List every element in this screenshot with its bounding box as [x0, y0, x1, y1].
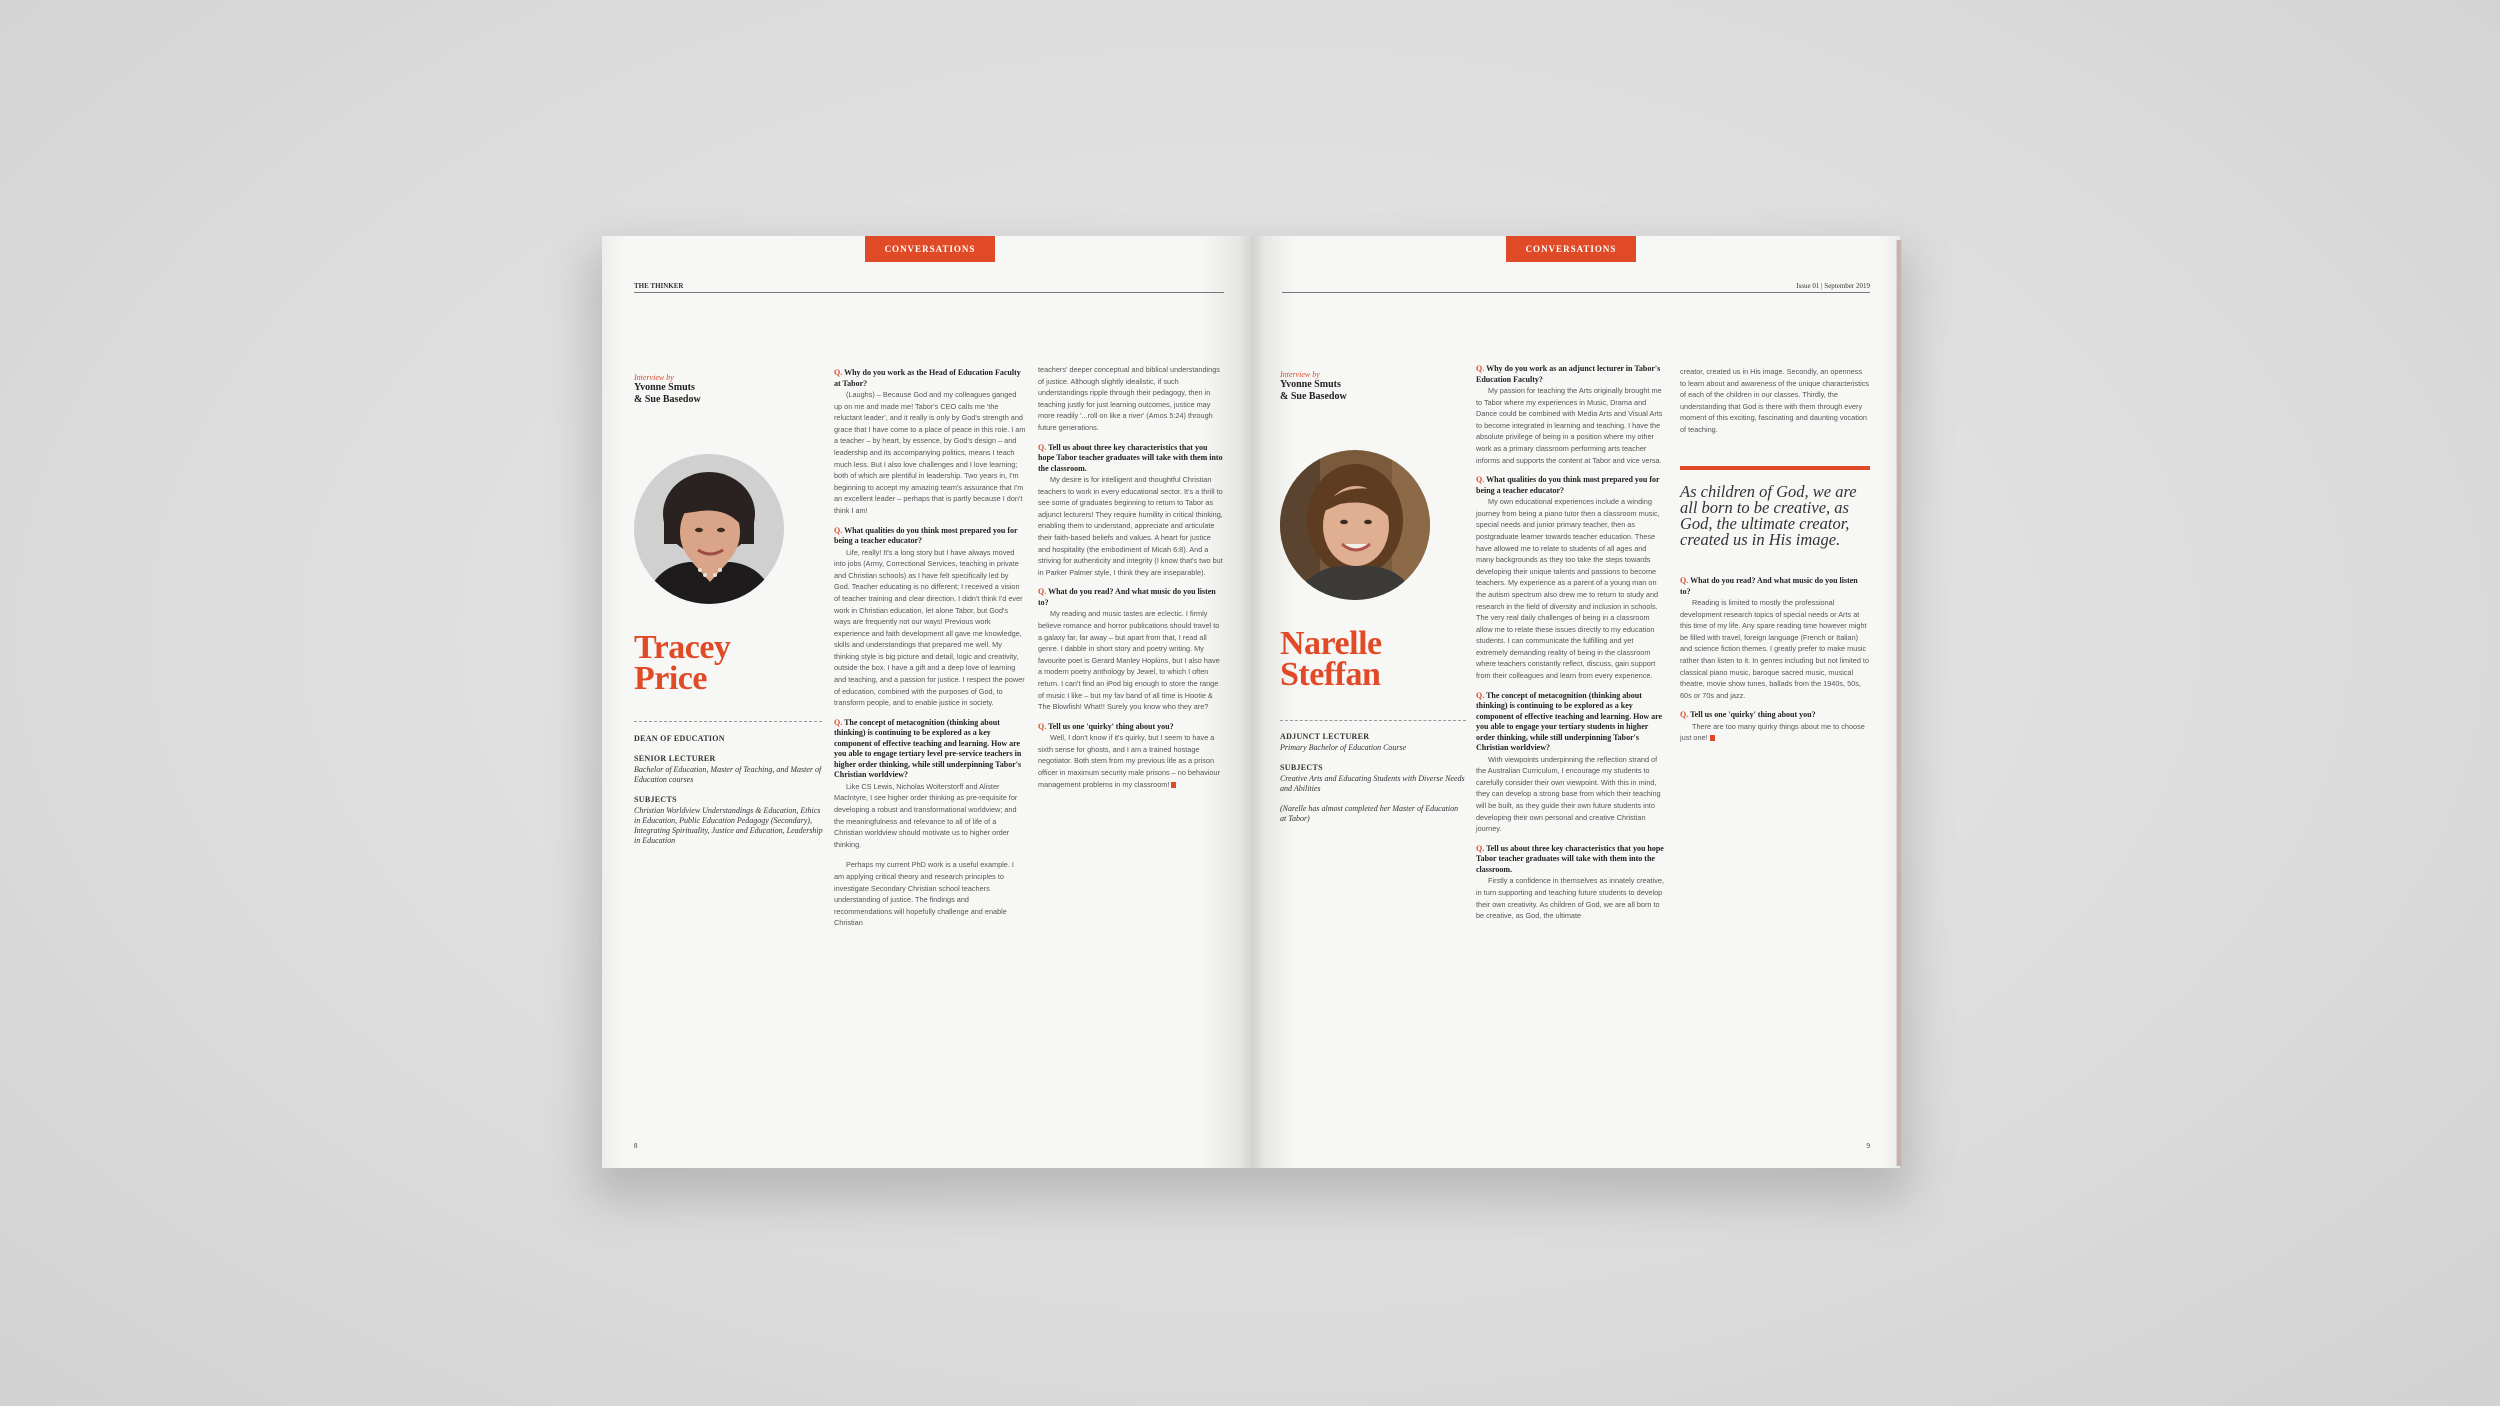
question-text: The concept of metacognition (thinking about thinking) is continuing to be explored as a key component of effective teaching and learning. How are you able to engage your tertiary students in higher order thinking, while still underpinning Tabor's Christian worldview? [1476, 690, 1663, 753]
answer-text: Firstly a confidence in themselves as innately creative, in turn supporting and teaching future students to develop their own creativity. As children of God, we are all born to be creative, as God, the ultimate [1476, 876, 1665, 921]
answer-text: Like CS Lewis, Nicholas Wolterstorff and Alister MacIntyre, I see higher order thinking as pre-requisite for developing a robust and transformational worldview; and the meaningfulness and relevance to all of life of a Christian worldview should motivate us to higher order thinking. [834, 781, 1018, 849]
answer-text: Well, I don't know if it's quirky, but I seem to have a sixth sense for ghosts, and I am a trained hostage negotiator. Both stem from my previous life as a prison officer in maximum security male prisons – no behaviour management problems in my classroom! [1038, 733, 1220, 789]
question-text: Tell us about three key characteristics that you hope Tabor teacher graduates will take with them into the classroom. [1038, 442, 1223, 473]
answer-paragraph [1680, 721, 1870, 744]
question-marker: Q. [1038, 442, 1049, 452]
header-rule [1282, 292, 1870, 293]
end-mark-icon [1171, 782, 1176, 788]
name-line-1: Tracey [634, 629, 731, 666]
pull-quote-rule [1680, 466, 1870, 470]
article-column-1 [834, 368, 1026, 929]
question-marker: Q. [1476, 364, 1487, 373]
question-marker: Q. [1680, 576, 1691, 585]
question-marker: Q. [834, 368, 845, 377]
question-marker: Q. [1038, 587, 1049, 597]
portrait-tracey-price [634, 454, 784, 604]
section-tab: CONVERSATIONS [865, 236, 995, 262]
answer-text: There are too many quirky things about me to choose just one! [1680, 721, 1865, 743]
answer-paragraph [1038, 474, 1224, 578]
question-text: Tell us one 'quirky' thing about you? [1048, 721, 1174, 731]
question [834, 368, 1026, 389]
interview-label: Interview by [1280, 370, 1320, 379]
answer-text: Life, really! It's a long story but I have always moved into jobs (Army, Correctional Services, teaching in private and Christian schools) as I have felt specifically led by God. Teacher educating is no different; I received a vision of teacher training and clear direction. I didn't think I'd ever work in Christian education, let alone Tabor, but God's ways are frequently not our ways! Previous work experience and faith development all gave me knowledge, skills and understandings that prepared me well. My thinking style is big picture and detail, logic and creativity, outside the box. I have a gift and a deep love of learning and teaching, and a passion for justice. I respect the power of education, combined with the purposes of God, to transform people, and to enable justice in society. [834, 547, 1025, 708]
answer-text: My desire is for intelligent and thoughtful Christian teachers to work in every educational sector. It's a thrill to see some of graduates beginning to return to Tabor as adjunct lecturers! They require humility in critical thinking, enabling them to understand, appreciate and articulate their faith-based beliefs and values. A heart for justice and hospitality (the embodiment of Micah 6:8). And a striving for authenticity and integrity (I know that's two but in Parker Palmer style, I think they are inseparable). [1038, 475, 1223, 577]
divider [634, 721, 822, 722]
subjects-heading: SUBJECTS [1280, 763, 1323, 772]
interviewer-1: Yvonne Smuts [1280, 379, 1341, 390]
name-line-2: Price [634, 660, 707, 697]
role-text: Primary Bachelor of Education Course [1280, 743, 1407, 752]
senior-heading: SENIOR LECTURER [634, 754, 716, 763]
interview-label: Interview by [634, 373, 674, 382]
portrait-narelle-steffan [1280, 450, 1430, 600]
question-text: Why do you work as the Head of Education Faculty at Tabor? [834, 368, 1021, 388]
question [1680, 576, 1870, 597]
right-page [1252, 236, 1900, 1168]
answer-paragraph [1476, 754, 1666, 835]
question [834, 718, 1026, 781]
answer-text: (Laughs) – Because God and my colleagues ganged up on me and made me! Tabor's CEO calls me 'the reluctant leader', and it really is only by God's strength and grace that I have come to a place of peace in this role. I am a teacher – by heart, by essence, by God's design – and leadership and its accompanying politics, means I teach much less. But I also love challenges and I love learning; both of which are plentiful in leadership. Two years in, I'm beginning to accept my amazing team's assurance that I'm an excellent leader – perhaps that is partly because I don't think I am! [834, 390, 1026, 515]
answer-paragraph [834, 859, 1026, 929]
question-text: Tell us about three key characteristics that you hope Tabor teacher graduates will take with them into the classroom. [1476, 843, 1664, 874]
page-stack-edge [1896, 240, 1902, 1166]
question-text: The concept of metacognition (thinking about thinking) is continuing to be explored as a key component of effective teaching and learning. How are you able to engage tertiary level pre-service teachers in higher order thinking, while still underpinning Tabor's Christian worldview? [834, 717, 1022, 780]
left-page [602, 236, 1252, 1168]
question-marker: Q. [834, 525, 845, 535]
answer-text: With viewpoints underpinning the reflection strand of the Australian Curriculum, I encourage my students to carefully consider their own viewpoint. With this in mind, they can develop a strong base from which their teaching will be built, as they guide their own future students into developing their own personal and creative Christian journey. [1476, 754, 1661, 834]
article-column-2 [1680, 366, 1870, 436]
answer-paragraph [1476, 496, 1666, 682]
subjects-text: Christian Worldview Understandings & Education, Ethics in Education, Public Education Pedagogy (Secondary), Integrating Spirituality, Justice and Education, Leadership in Education [634, 806, 823, 845]
answer-paragraph [1476, 385, 1666, 466]
portrait-image [634, 454, 784, 604]
portrait-image [1280, 450, 1430, 600]
question-marker: Q. [1038, 721, 1049, 731]
person-name [1280, 625, 1382, 693]
question [1680, 710, 1870, 721]
answer-paragraph [834, 547, 1026, 709]
question [1476, 691, 1666, 754]
answer-text: Perhaps my current PhD work is a useful example. I am applying critical theory and research principles to investigate Secondary Christian school teachers understanding of justice. The findings and recommendations will hopefully challenge and enable Christian [834, 860, 1014, 928]
question [834, 526, 1026, 547]
question-text: What do you read? And what music do you listen to? [1038, 587, 1216, 607]
name-line-1: Narelle [1280, 625, 1382, 662]
question [1038, 443, 1224, 475]
person-name [634, 629, 731, 697]
interview-credit [1280, 370, 1347, 403]
running-head: Issue 01 | September 2019 [1796, 282, 1870, 290]
section-tab: CONVERSATIONS [1506, 236, 1636, 262]
subjects-heading: SUBJECTS [634, 795, 677, 804]
question-text: What qualities do you think most prepared you for being a teacher educator? [834, 525, 1018, 546]
question-marker: Q. [1476, 690, 1487, 700]
answer-text: My reading and music tastes are eclectic. I firmly believe romance and horror publications should travel to a galaxy far, far away – but apart from that, I read all genre. I dabble in short story and poetry writing. My favourite poet is Gerard Manley Hopkins, but I also have a modern poetry anthology by Jewel, to which I often return. I can't find an iPod big enough to store the range of music I like – but my fav band of all time is Hootie & The Blowfish! What!! Surely you know who they are? [1038, 609, 1220, 712]
answer-paragraph [1038, 364, 1224, 434]
article-column-2-lower [1680, 576, 1870, 744]
answer-text: Reading is limited to mostly the professional development research topics of special needs or Arts at this time of my life. Any spare reading time however might be filled with travel, foreign language (French or Italian) and science fiction themes. I greatly prefer to make music rather than listen to it. In genres including but not limited to classical piano music, baroque sacred music, musical theatre, movie show tunes, ballads from the 1940s, 50s, 60s or 70s and jazz. [1680, 598, 1870, 700]
question [1476, 364, 1666, 385]
interviewer-2: & Sue Basedow [1280, 391, 1347, 402]
answer-paragraph [1038, 608, 1224, 712]
answer-paragraph [1038, 732, 1224, 790]
header-rule [634, 292, 1224, 293]
role-info [634, 734, 824, 856]
end-mark-icon [1710, 735, 1715, 741]
question-marker: Q. [1476, 475, 1487, 485]
interviewer-1: Yvonne Smuts [634, 382, 695, 393]
running-head: THE THINKER [634, 282, 684, 290]
question-text: Why do you work as an adjunct lecturer in Tabor's Education Faculty? [1476, 364, 1661, 384]
subjects-text: Creative Arts and Educating Students with Diverse Needs and Abilities [1280, 774, 1465, 793]
answer-text: My own educational experiences include a winding journey from being a piano tutor then a classroom music, special needs and junior primary teacher, then as postgraduate learner towards teacher education. These have allowed me to relate to students of all ages and many backgrounds as they too take the steps towards developing their unique talents and passions to become teachers. My experience as a parent of a young man on the autism spectrum also drew me to return to study and research in the field of diversity and inclusion in schools. The very real daily challenges of being in a classroom allow me to relate these issues directly to my education students. I can communicate the fulfilling and yet extremely demanding reality of being in the classroom where teachers constantly reflect, discuss, gain support from their colleagues and learn from every experience. [1476, 497, 1660, 681]
pull-quote: As children of God, we are all born to be creative, as God, the ultimate creator, created us in His image. [1680, 482, 1857, 549]
study-note: (Narelle has almost completed her Master of Education at Tabor) [1280, 804, 1459, 823]
answer-paragraph [834, 781, 1026, 851]
role-info [1280, 732, 1466, 834]
question [1038, 722, 1224, 733]
question-text: What do you read? And what music do you listen to? [1680, 576, 1858, 596]
question [1476, 475, 1666, 496]
divider [1280, 720, 1466, 721]
question-marker: Q. [1680, 710, 1691, 720]
interview-credit [634, 373, 701, 406]
page-number: 9 [1866, 1142, 1870, 1150]
question [1476, 844, 1666, 876]
question-text: What qualities do you think most prepared you for being a teacher educator? [1476, 475, 1660, 495]
article-column-2 [1038, 364, 1224, 790]
role-title: DEAN OF EDUCATION [634, 734, 725, 743]
answer-paragraph [1476, 875, 1666, 921]
answer-text: creator, created us in His image. Secondly, an openness to learn about and awareness of the unique characteristics of each of the children in our classes. Thirdly, the understanding that God is there with them through every moment of this exciting, fascinating and daunting vocation of teaching. [1680, 367, 1870, 434]
answer-paragraph [834, 389, 1026, 517]
answer-paragraph [1680, 366, 1870, 436]
interviewer-2: & Sue Basedow [634, 394, 701, 405]
question [1038, 587, 1224, 608]
question-marker: Q. [1476, 843, 1487, 853]
article-column-1 [1476, 364, 1666, 922]
senior-text: Bachelor of Education, Master of Teaching, and Master of Education courses [634, 765, 822, 784]
answer-paragraph [1680, 597, 1870, 701]
question-marker: Q. [834, 717, 845, 727]
answer-text: teachers' deeper conceptual and biblical understandings of justice. Although slightly idealistic, if such understandings ripple through their pedagogy, then in teaching justly for just learning outcomes, justice may more readily '...roll on like a river' (Amos 5:24) through future generations. [1038, 365, 1220, 432]
name-line-2: Steffan [1280, 656, 1381, 693]
role-title: ADJUNCT LECTURER [1280, 732, 1370, 741]
page-number: 8 [634, 1142, 638, 1150]
question-text: Tell us one 'quirky' thing about you? [1690, 710, 1816, 720]
answer-text: My passion for teaching the Arts originally brought me to Tabor where my experiences in Music, Drama and Dance could be combined with Media Arts and Visual Arts to become integrated in learning and teaching. I have the absolute privilege of being in a position where my other work as a primary classroom performing arts teacher informs and supports the content at Tabor and vice versa. [1476, 386, 1663, 465]
